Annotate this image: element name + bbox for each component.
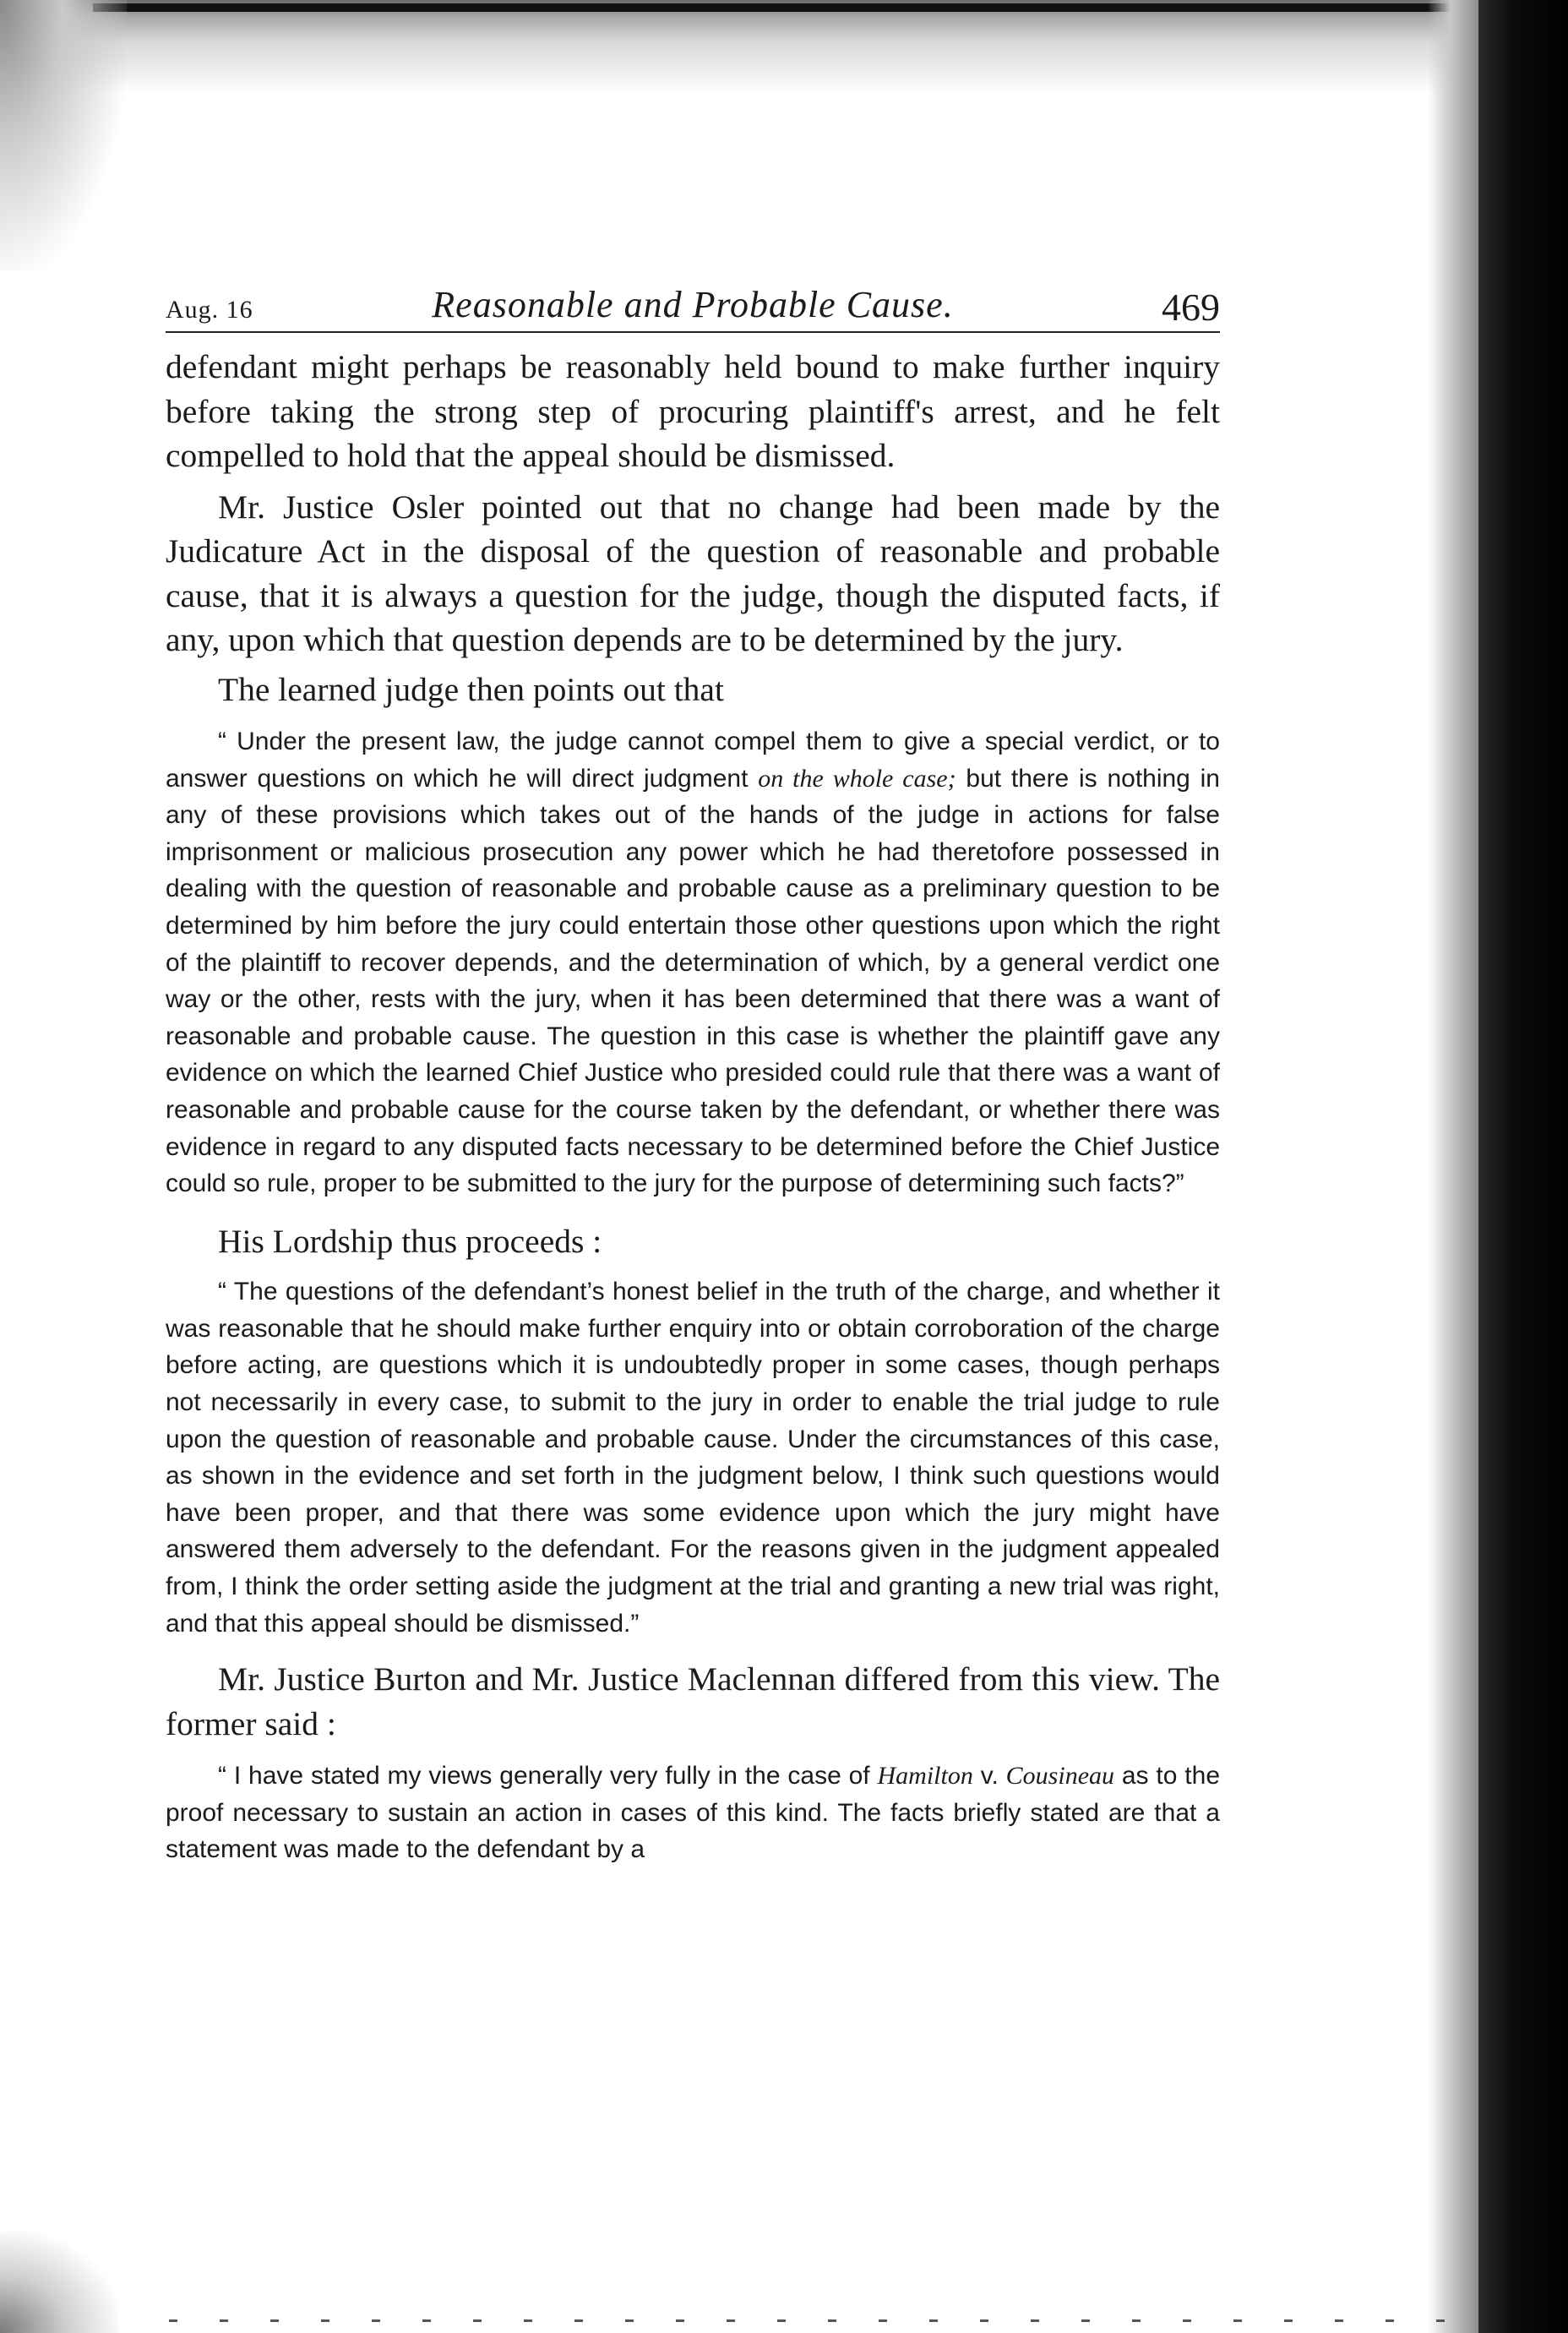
quote-italic-text: on the whole case; (758, 764, 956, 793)
running-head-date: Aug. 16 (166, 296, 253, 324)
quote-text: “ Under the present law, the judge cannot compel them to give a special verdict, or to answer questions on which he will direct judgment (166, 728, 1220, 793)
scan-right-shadow (1428, 0, 1478, 2333)
block-quote-lordship: “ The questions of the defendant’s honest belief in the truth of the charge, and whether it was reasonable that he should make further enquiry into or obtain corroboration of the charge before acting, are questions which it is undoubtedly proper in some cases, though perhaps not necessarily in every case, to submit to the jury in order to enable the trial judge to rule upon the question of reasonable and probable cause. Under the circumstances of this case, as shown in the evidence and set forth in the judgment below, I think such questions would have been proper, and that there was some evidence upon which the jury might have answered them adversely to the defendant. For the reasons given in the judgment appealed from, I think the order setting aside the judgment at the trial and granting a new trial was right, and that this appeal should be dismissed.” (166, 1278, 1220, 1638)
paragraph-burton-maclennan: Mr. Justice Burton and Mr. Justice Maclennan differed from this view. The former said : (166, 1660, 1220, 1742)
block-quote-burton (166, 1758, 1220, 1868)
case-name-defendant: Cousineau (1005, 1762, 1115, 1791)
block-quote-osler (166, 723, 1220, 1202)
paragraph-osler: Mr. Justice Osler pointed out that no change had been made by the Judicature Act in the disposal of the question of reasonable and probable cause, that it is always a question for the judge, though the disputed facts, if any, upon which that question depends are to be determined by the jury. (166, 488, 1220, 658)
scan-binding-edge (1478, 0, 1568, 2333)
running-head-title: Reasonable and Probable Cause. (432, 284, 954, 325)
case-name-plaintiff: Hamilton (877, 1762, 973, 1791)
quote-text: as to the proof necessary to sustain an action in cases of this kind. The facts briefly stated are that a statement was made to the defendant by a (166, 1762, 1221, 1864)
paragraph-lordship: His Lordship thus proceeds : (218, 1222, 602, 1260)
scan-corner-shadow-bottom (0, 2232, 118, 2333)
quote-text: v. (972, 1762, 1006, 1791)
scan-top-shadow (0, 0, 1453, 93)
quote-text: but there is nothing in any of these provisions which takes out of the hands of the judge in actions for false imprisonment or malicious prosecution any power which he had theretofore possessed in dealing with the question of reasonable and probable cause as a preliminary question to be determined by him before the jury could entertain those other questions upon which the right of the plaintiff to recover depends, and the determination of which, by a general verdict one way or the other, rests with the jury, when it has been determined that there was a want of reasonable and probable cause. The question in this case is whether the plaintiff gave any evidence on which the learned Chief Justice who presided could rule that there was a want of reasonable and probable cause for the course taken by the defendant, or whether there was evidence in regard to any disputed facts necessary to be determined before the Chief Justice could so rule, proper to be submitted to the jury for the purpose of determining such facts?” (166, 764, 1220, 1198)
scan-bottom-marks (169, 2319, 1453, 2322)
quote-text: “ I have stated my views generally very fully in the case of (218, 1762, 878, 1791)
running-head (166, 279, 1220, 333)
scan-top-border (93, 3, 1453, 12)
paragraph-learned-judge: The learned judge then points out that (218, 670, 724, 708)
scan-corner-shadow (0, 0, 127, 270)
book-page (166, 279, 1220, 1868)
page-number: 469 (1162, 286, 1220, 329)
paragraph-continuation: defendant might perhaps be reasonably held bound to make further inquiry before taking the strong step of procuring plaintiff's arrest, and he felt compelled to hold that the appeal should be dismissed. (166, 348, 1220, 474)
